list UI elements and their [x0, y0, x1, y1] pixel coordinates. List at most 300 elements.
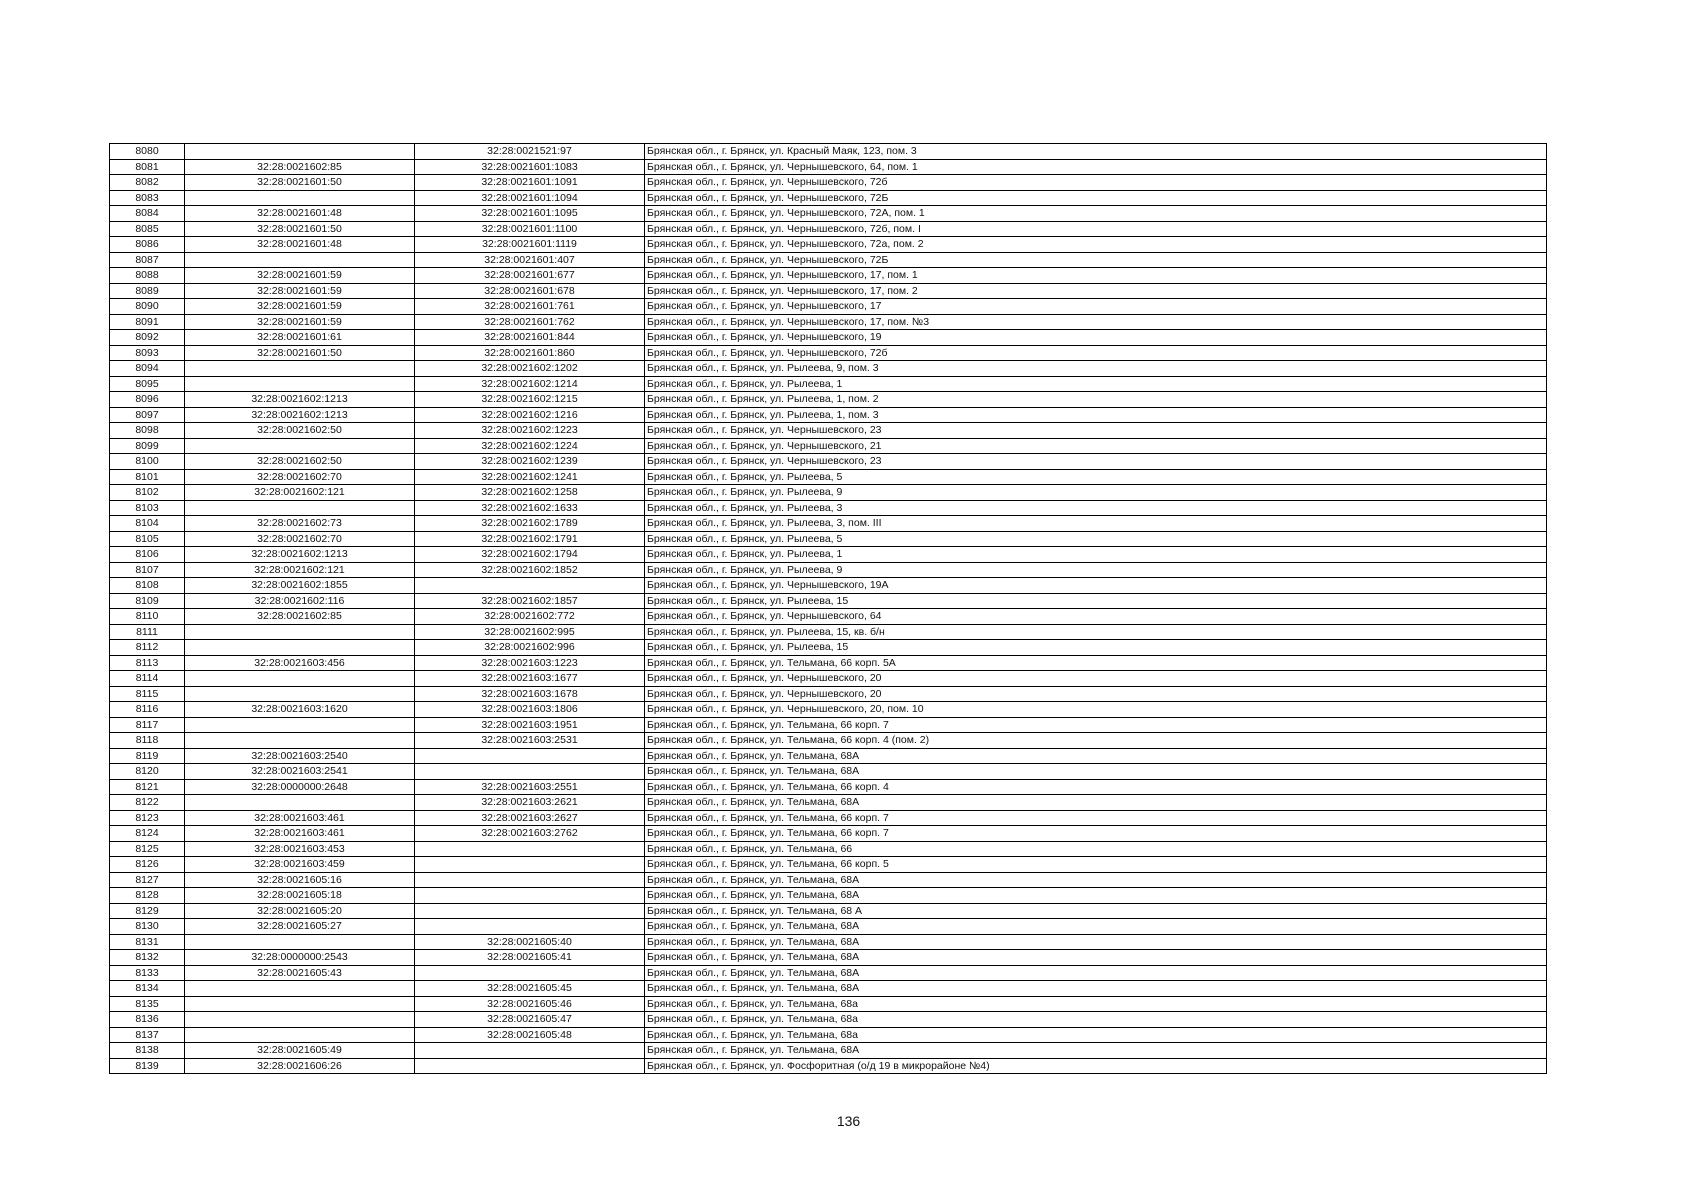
parent-cadastral-number-cell [185, 361, 415, 377]
table-row [110, 531, 1547, 547]
parent-cadastral-number-cell [185, 252, 415, 268]
row-number-cell: 8087 [110, 252, 185, 268]
address-cell: Брянская обл., г. Брянск, ул. Чернышевского, 72Б [645, 190, 1547, 206]
row-number-cell: 8119 [110, 748, 185, 764]
parent-cadastral-number-cell [185, 1027, 415, 1043]
table-row [110, 624, 1547, 640]
cadastral-number-cell: 32:28:0021602:1852 [415, 562, 645, 578]
table-row [110, 159, 1547, 175]
address-cell: Брянская обл., г. Брянск, ул. Чернышевского, 72Б [645, 252, 1547, 268]
row-number-cell: 8089 [110, 283, 185, 299]
parent-cadastral-number-cell: 32:28:0021603:456 [185, 655, 415, 671]
table-row [110, 733, 1547, 749]
address-cell: Брянская обл., г. Брянск, ул. Рылеева, 1, пом. 2 [645, 392, 1547, 408]
address-cell: Брянская обл., г. Брянск, ул. Тельмана, 66 корп. 4 [645, 779, 1547, 795]
table-row [110, 950, 1547, 966]
parent-cadastral-number-cell: 32:28:0021603:2540 [185, 748, 415, 764]
table-row [110, 469, 1547, 485]
address-cell: Брянская обл., г. Брянск, ул. Тельмана, 66 корп. 7 [645, 717, 1547, 733]
address-cell: Брянская обл., г. Брянск, ул. Тельмана, 68А [645, 764, 1547, 780]
parent-cadastral-number-cell: 32:28:0021603:461 [185, 826, 415, 842]
table-row [110, 748, 1547, 764]
address-cell: Брянская обл., г. Брянск, ул. Чернышевского, 20 [645, 686, 1547, 702]
address-cell: Брянская обл., г. Брянск, ул. Чернышевского, 72А, пом. 1 [645, 206, 1547, 222]
cadastral-number-cell: 32:28:0021605:41 [415, 950, 645, 966]
row-number-cell: 8134 [110, 981, 185, 997]
address-cell: Брянская обл., г. Брянск, ул. Чернышевского, 64, пом. 1 [645, 159, 1547, 175]
table-row [110, 919, 1547, 935]
address-cell: Брянская обл., г. Брянск, ул. Рылеева, 15 [645, 640, 1547, 656]
address-cell: Брянская обл., г. Брянск, ул. Чернышевского, 17, пом. 1 [645, 268, 1547, 284]
cadastral-number-cell [415, 903, 645, 919]
table-row [110, 764, 1547, 780]
row-number-cell: 8122 [110, 795, 185, 811]
address-cell: Брянская обл., г. Брянск, ул. Тельмана, 68а [645, 996, 1547, 1012]
row-number-cell: 8088 [110, 268, 185, 284]
address-cell: Брянская обл., г. Брянск, ул. Рылеева, 5 [645, 469, 1547, 485]
row-number-cell: 8096 [110, 392, 185, 408]
row-number-cell: 8099 [110, 438, 185, 454]
cadastral-number-cell: 32:28:0021521:97 [415, 144, 645, 160]
table-row [110, 640, 1547, 656]
row-number-cell: 8094 [110, 361, 185, 377]
parent-cadastral-number-cell: 32:28:0021601:50 [185, 221, 415, 237]
row-number-cell: 8129 [110, 903, 185, 919]
cadastral-number-cell: 32:28:0021603:2531 [415, 733, 645, 749]
parent-cadastral-number-cell: 32:28:0021605:43 [185, 965, 415, 981]
address-cell: Брянская обл., г. Брянск, ул. Рылеева, 1, пом. 3 [645, 407, 1547, 423]
cadastral-number-cell: 32:28:0021603:1951 [415, 717, 645, 733]
row-number-cell: 8081 [110, 159, 185, 175]
table-row [110, 206, 1547, 222]
row-number-cell: 8117 [110, 717, 185, 733]
table-row [110, 376, 1547, 392]
address-cell: Брянская обл., г. Брянск, ул. Тельмана, 66 корп. 4 (пом. 2) [645, 733, 1547, 749]
parent-cadastral-number-cell: 32:28:0021601:59 [185, 314, 415, 330]
row-number-cell: 8111 [110, 624, 185, 640]
cadastral-number-cell: 32:28:0021601:678 [415, 283, 645, 299]
address-cell: Брянская обл., г. Брянск, ул. Чернышевского, 17 [645, 299, 1547, 315]
row-number-cell: 8104 [110, 516, 185, 532]
parent-cadastral-number-cell: 32:28:0021602:1213 [185, 547, 415, 563]
cadastral-number-cell: 32:28:0021601:1083 [415, 159, 645, 175]
row-number-cell: 8083 [110, 190, 185, 206]
cadastral-number-cell: 32:28:0021603:2621 [415, 795, 645, 811]
parent-cadastral-number-cell: 32:28:0021605:27 [185, 919, 415, 935]
cadastral-number-cell: 32:28:0021603:1806 [415, 702, 645, 718]
cadastral-number-cell: 32:28:0021602:1241 [415, 469, 645, 485]
cadastral-number-cell: 32:28:0021601:677 [415, 268, 645, 284]
cadastral-number-cell: 32:28:0021602:995 [415, 624, 645, 640]
row-number-cell: 8101 [110, 469, 185, 485]
address-cell: Брянская обл., г. Брянск, ул. Фосфоритная (о/д 19 в микрорайоне №4) [645, 1058, 1547, 1074]
row-number-cell: 8127 [110, 872, 185, 888]
parent-cadastral-number-cell [185, 996, 415, 1012]
parent-cadastral-number-cell: 32:28:0021601:59 [185, 283, 415, 299]
table-row [110, 345, 1547, 361]
address-cell: Брянская обл., г. Брянск, ул. Тельмана, 68А [645, 1043, 1547, 1059]
address-cell: Брянская обл., г. Брянск, ул. Тельмана, 68 А [645, 903, 1547, 919]
cadastral-number-cell: 32:28:0021601:761 [415, 299, 645, 315]
address-cell: Брянская обл., г. Брянск, ул. Чернышевского, 17, пом. 2 [645, 283, 1547, 299]
address-cell: Брянская обл., г. Брянск, ул. Тельмана, 66 корп. 7 [645, 826, 1547, 842]
table-row [110, 299, 1547, 315]
parent-cadastral-number-cell: 32:28:0021601:59 [185, 268, 415, 284]
address-cell: Брянская обл., г. Брянск, ул. Тельмана, 68А [645, 934, 1547, 950]
table-row [110, 252, 1547, 268]
parent-cadastral-number-cell: 32:28:0021603:1620 [185, 702, 415, 718]
parent-cadastral-number-cell [185, 733, 415, 749]
cadastral-number-cell: 32:28:0021601:1094 [415, 190, 645, 206]
cadastral-number-cell: 32:28:0021602:1214 [415, 376, 645, 392]
cadastral-number-cell: 32:28:0021602:1202 [415, 361, 645, 377]
parent-cadastral-number-cell: 32:28:0021602:70 [185, 469, 415, 485]
cadastral-number-cell [415, 919, 645, 935]
parent-cadastral-number-cell [185, 934, 415, 950]
cadastral-number-cell [415, 1043, 645, 1059]
address-cell: Брянская обл., г. Брянск, ул. Рылеева, 1 [645, 376, 1547, 392]
address-cell: Брянская обл., г. Брянск, ул. Тельмана, 68А [645, 888, 1547, 904]
cadastral-number-cell: 32:28:0021601:407 [415, 252, 645, 268]
parent-cadastral-number-cell: 32:28:0000000:2543 [185, 950, 415, 966]
row-number-cell: 8137 [110, 1027, 185, 1043]
address-cell: Брянская обл., г. Брянск, ул. Рылеева, 9, пом. 3 [645, 361, 1547, 377]
row-number-cell: 8102 [110, 485, 185, 501]
table-row [110, 981, 1547, 997]
address-cell: Брянская обл., г. Брянск, ул. Тельмана, 68а [645, 1027, 1547, 1043]
address-cell: Брянская обл., г. Брянск, ул. Чернышевского, 19 [645, 330, 1547, 346]
parent-cadastral-number-cell [185, 795, 415, 811]
cadastral-number-cell: 32:28:0021603:2762 [415, 826, 645, 842]
cadastral-number-cell: 32:28:0021603:1677 [415, 671, 645, 687]
table-row [110, 361, 1547, 377]
row-number-cell: 8133 [110, 965, 185, 981]
address-cell: Брянская обл., г. Брянск, ул. Тельмана, 66 корп. 7 [645, 810, 1547, 826]
cadastral-number-cell: 32:28:0021602:1794 [415, 547, 645, 563]
row-number-cell: 8105 [110, 531, 185, 547]
cadastral-number-cell: 32:28:0021602:1633 [415, 500, 645, 516]
cadastral-number-cell: 32:28:0021602:1239 [415, 454, 645, 470]
row-number-cell: 8109 [110, 593, 185, 609]
cadastral-number-cell: 32:28:0021602:1857 [415, 593, 645, 609]
property-register-table [109, 143, 1547, 1074]
cadastral-number-cell [415, 965, 645, 981]
table-row [110, 655, 1547, 671]
table-row [110, 609, 1547, 625]
parent-cadastral-number-cell: 32:28:0021601:48 [185, 206, 415, 222]
parent-cadastral-number-cell: 32:28:0021602:116 [185, 593, 415, 609]
parent-cadastral-number-cell [185, 438, 415, 454]
parent-cadastral-number-cell: 32:28:0021602:70 [185, 531, 415, 547]
table-row [110, 810, 1547, 826]
address-cell: Брянская обл., г. Брянск, ул. Тельмана, 68А [645, 748, 1547, 764]
cadastral-number-cell: 32:28:0021603:2627 [415, 810, 645, 826]
cadastral-number-cell [415, 764, 645, 780]
cadastral-number-cell: 32:28:0021601:1091 [415, 175, 645, 191]
parent-cadastral-number-cell: 32:28:0021601:50 [185, 345, 415, 361]
table-row [110, 841, 1547, 857]
row-number-cell: 8084 [110, 206, 185, 222]
cadastral-number-cell: 32:28:0021602:772 [415, 609, 645, 625]
address-cell: Брянская обл., г. Брянск, ул. Чернышевского, 72б [645, 345, 1547, 361]
cadastral-number-cell: 32:28:0021605:48 [415, 1027, 645, 1043]
address-cell: Брянская обл., г. Брянск, ул. Чернышевского, 72б, пом. I [645, 221, 1547, 237]
row-number-cell: 8106 [110, 547, 185, 563]
table-row [110, 593, 1547, 609]
cadastral-number-cell: 32:28:0021605:40 [415, 934, 645, 950]
row-number-cell: 8097 [110, 407, 185, 423]
parent-cadastral-number-cell: 32:28:0021602:121 [185, 485, 415, 501]
cadastral-number-cell: 32:28:0021601:860 [415, 345, 645, 361]
address-cell: Брянская обл., г. Брянск, ул. Рылеева, 15, кв. б/н [645, 624, 1547, 640]
parent-cadastral-number-cell: 32:28:0021601:61 [185, 330, 415, 346]
table-row [110, 702, 1547, 718]
cadastral-number-cell: 32:28:0021605:46 [415, 996, 645, 1012]
table-row [110, 795, 1547, 811]
cadastral-number-cell: 32:28:0021601:844 [415, 330, 645, 346]
table-row [110, 1012, 1547, 1028]
table-row [110, 1027, 1547, 1043]
table-row [110, 934, 1547, 950]
cadastral-number-cell: 32:28:0021601:1095 [415, 206, 645, 222]
row-number-cell: 8098 [110, 423, 185, 439]
cadastral-number-cell [415, 857, 645, 873]
address-cell: Брянская обл., г. Брянск, ул. Рылеева, 5 [645, 531, 1547, 547]
row-number-cell: 8130 [110, 919, 185, 935]
address-cell: Брянская обл., г. Брянск, ул. Чернышевского, 20, пом. 10 [645, 702, 1547, 718]
address-cell: Брянская обл., г. Брянск, ул. Чернышевского, 17, пом. №3 [645, 314, 1547, 330]
cadastral-number-cell: 32:28:0021603:1678 [415, 686, 645, 702]
table-row [110, 779, 1547, 795]
table-row [110, 516, 1547, 532]
row-number-cell: 8103 [110, 500, 185, 516]
row-number-cell: 8091 [110, 314, 185, 330]
row-number-cell: 8121 [110, 779, 185, 795]
row-number-cell: 8118 [110, 733, 185, 749]
parent-cadastral-number-cell: 32:28:0021603:459 [185, 857, 415, 873]
cadastral-number-cell: 32:28:0021601:1119 [415, 237, 645, 253]
row-number-cell: 8082 [110, 175, 185, 191]
table-row [110, 392, 1547, 408]
cadastral-number-cell: 32:28:0021601:762 [415, 314, 645, 330]
table-row [110, 237, 1547, 253]
row-number-cell: 8124 [110, 826, 185, 842]
table-row [110, 578, 1547, 594]
table-row [110, 686, 1547, 702]
row-number-cell: 8110 [110, 609, 185, 625]
row-number-cell: 8080 [110, 144, 185, 160]
parent-cadastral-number-cell [185, 671, 415, 687]
address-cell: Брянская обл., г. Брянск, ул. Тельмана, 68а [645, 1012, 1547, 1028]
table-row [110, 423, 1547, 439]
row-number-cell: 8138 [110, 1043, 185, 1059]
row-number-cell: 8131 [110, 934, 185, 950]
row-number-cell: 8123 [110, 810, 185, 826]
table-row [110, 903, 1547, 919]
cadastral-number-cell [415, 841, 645, 857]
parent-cadastral-number-cell: 32:28:0021601:59 [185, 299, 415, 315]
address-cell: Брянская обл., г. Брянск, ул. Рылеева, 1 [645, 547, 1547, 563]
cadastral-number-cell [415, 872, 645, 888]
table-row [110, 826, 1547, 842]
table-row [110, 1043, 1547, 1059]
address-cell: Брянская обл., г. Брянск, ул. Чернышевского, 23 [645, 423, 1547, 439]
parent-cadastral-number-cell: 32:28:0021606:26 [185, 1058, 415, 1074]
parent-cadastral-number-cell: 32:28:0021601:50 [185, 175, 415, 191]
table-row [110, 671, 1547, 687]
parent-cadastral-number-cell: 32:28:0021602:85 [185, 159, 415, 175]
parent-cadastral-number-cell: 32:28:0021605:18 [185, 888, 415, 904]
table-row [110, 500, 1547, 516]
cadastral-number-cell [415, 1058, 645, 1074]
parent-cadastral-number-cell: 32:28:0021605:16 [185, 872, 415, 888]
parent-cadastral-number-cell: 32:28:0021603:2541 [185, 764, 415, 780]
table-row [110, 888, 1547, 904]
table-row [110, 438, 1547, 454]
address-cell: Брянская обл., г. Брянск, ул. Тельмана, 68А [645, 795, 1547, 811]
row-number-cell: 8125 [110, 841, 185, 857]
cadastral-number-cell: 32:28:0021605:45 [415, 981, 645, 997]
address-cell: Брянская обл., г. Брянск, ул. Чернышевского, 64 [645, 609, 1547, 625]
table-row [110, 330, 1547, 346]
parent-cadastral-number-cell: 32:28:0021603:461 [185, 810, 415, 826]
register-body [110, 144, 1547, 1074]
parent-cadastral-number-cell: 32:28:0021602:85 [185, 609, 415, 625]
table-row [110, 454, 1547, 470]
cadastral-number-cell: 32:28:0021602:1224 [415, 438, 645, 454]
table-row [110, 857, 1547, 873]
row-number-cell: 8090 [110, 299, 185, 315]
parent-cadastral-number-cell [185, 624, 415, 640]
cadastral-number-cell: 32:28:0021603:2551 [415, 779, 645, 795]
table-row [110, 221, 1547, 237]
table-row [110, 283, 1547, 299]
parent-cadastral-number-cell: 32:28:0021602:50 [185, 423, 415, 439]
cadastral-number-cell [415, 888, 645, 904]
row-number-cell: 8126 [110, 857, 185, 873]
address-cell: Брянская обл., г. Брянск, ул. Чернышевского, 19А [645, 578, 1547, 594]
parent-cadastral-number-cell: 32:28:0021603:453 [185, 841, 415, 857]
row-number-cell: 8095 [110, 376, 185, 392]
address-cell: Брянская обл., г. Брянск, ул. Тельмана, 68А [645, 950, 1547, 966]
parent-cadastral-number-cell: 32:28:0021602:1213 [185, 392, 415, 408]
row-number-cell: 8112 [110, 640, 185, 656]
address-cell: Брянская обл., г. Брянск, ул. Тельмана, 68А [645, 872, 1547, 888]
address-cell: Брянская обл., г. Брянск, ул. Рылеева, 9 [645, 485, 1547, 501]
parent-cadastral-number-cell: 32:28:0021605:49 [185, 1043, 415, 1059]
parent-cadastral-number-cell [185, 190, 415, 206]
parent-cadastral-number-cell: 32:28:0021601:48 [185, 237, 415, 253]
address-cell: Брянская обл., г. Брянск, ул. Чернышевского, 72а, пом. 2 [645, 237, 1547, 253]
table-row [110, 407, 1547, 423]
parent-cadastral-number-cell [185, 640, 415, 656]
row-number-cell: 8120 [110, 764, 185, 780]
address-cell: Брянская обл., г. Брянск, ул. Чернышевского, 20 [645, 671, 1547, 687]
parent-cadastral-number-cell: 32:28:0021602:1855 [185, 578, 415, 594]
parent-cadastral-number-cell [185, 144, 415, 160]
parent-cadastral-number-cell [185, 376, 415, 392]
address-cell: Брянская обл., г. Брянск, ул. Рылеева, 3 [645, 500, 1547, 516]
row-number-cell: 8093 [110, 345, 185, 361]
cadastral-number-cell: 32:28:0021602:1258 [415, 485, 645, 501]
table-row [110, 314, 1547, 330]
row-number-cell: 8107 [110, 562, 185, 578]
table-row [110, 268, 1547, 284]
cadastral-number-cell: 32:28:0021602:1215 [415, 392, 645, 408]
table-row [110, 965, 1547, 981]
address-cell: Брянская обл., г. Брянск, ул. Тельмана, 68А [645, 981, 1547, 997]
address-cell: Брянская обл., г. Брянск, ул. Тельмана, 66 корп. 5 [645, 857, 1547, 873]
address-cell: Брянская обл., г. Брянск, ул. Красный Маяк, 123, пом. 3 [645, 144, 1547, 160]
parent-cadastral-number-cell [185, 981, 415, 997]
row-number-cell: 8092 [110, 330, 185, 346]
address-cell: Брянская обл., г. Брянск, ул. Тельмана, 66 [645, 841, 1547, 857]
address-cell: Брянская обл., г. Брянск, ул. Тельмана, 66 корп. 5А [645, 655, 1547, 671]
cadastral-number-cell: 32:28:0021602:1223 [415, 423, 645, 439]
address-cell: Брянская обл., г. Брянск, ул. Чернышевского, 23 [645, 454, 1547, 470]
parent-cadastral-number-cell [185, 717, 415, 733]
cadastral-number-cell: 32:28:0021603:1223 [415, 655, 645, 671]
parent-cadastral-number-cell [185, 1012, 415, 1028]
cadastral-number-cell [415, 578, 645, 594]
row-number-cell: 8132 [110, 950, 185, 966]
parent-cadastral-number-cell: 32:28:0021605:20 [185, 903, 415, 919]
row-number-cell: 8128 [110, 888, 185, 904]
row-number-cell: 8114 [110, 671, 185, 687]
row-number-cell: 8115 [110, 686, 185, 702]
cadastral-number-cell: 32:28:0021602:1216 [415, 407, 645, 423]
row-number-cell: 8136 [110, 1012, 185, 1028]
address-cell: Брянская обл., г. Брянск, ул. Рылеева, 15 [645, 593, 1547, 609]
row-number-cell: 8135 [110, 996, 185, 1012]
address-cell: Брянская обл., г. Брянск, ул. Рылеева, 3, пом. III [645, 516, 1547, 532]
cadastral-number-cell: 32:28:0021602:996 [415, 640, 645, 656]
row-number-cell: 8085 [110, 221, 185, 237]
row-number-cell: 8100 [110, 454, 185, 470]
address-cell: Брянская обл., г. Брянск, ул. Тельмана, 68А [645, 919, 1547, 935]
address-cell: Брянская обл., г. Брянск, ул. Чернышевского, 21 [645, 438, 1547, 454]
row-number-cell: 8139 [110, 1058, 185, 1074]
address-cell: Брянская обл., г. Брянск, ул. Тельмана, 68А [645, 965, 1547, 981]
parent-cadastral-number-cell [185, 686, 415, 702]
table-row [110, 190, 1547, 206]
row-number-cell: 8116 [110, 702, 185, 718]
table-row [110, 996, 1547, 1012]
parent-cadastral-number-cell: 32:28:0021602:1213 [185, 407, 415, 423]
table-row [110, 175, 1547, 191]
cadastral-number-cell: 32:28:0021602:1789 [415, 516, 645, 532]
cadastral-number-cell [415, 748, 645, 764]
table-row [110, 717, 1547, 733]
address-cell: Брянская обл., г. Брянск, ул. Рылеева, 9 [645, 562, 1547, 578]
table-row [110, 144, 1547, 160]
cadastral-number-cell: 32:28:0021601:1100 [415, 221, 645, 237]
table-row [110, 562, 1547, 578]
parent-cadastral-number-cell: 32:28:0021602:121 [185, 562, 415, 578]
table-row [110, 485, 1547, 501]
table-row [110, 872, 1547, 888]
row-number-cell: 8108 [110, 578, 185, 594]
parent-cadastral-number-cell: 32:28:0021602:73 [185, 516, 415, 532]
cadastral-number-cell: 32:28:0021605:47 [415, 1012, 645, 1028]
parent-cadastral-number-cell [185, 500, 415, 516]
page-number: 136 [836, 1113, 861, 1129]
table-row [110, 547, 1547, 563]
parent-cadastral-number-cell: 32:28:0000000:2648 [185, 779, 415, 795]
address-cell: Брянская обл., г. Брянск, ул. Чернышевского, 72б [645, 175, 1547, 191]
parent-cadastral-number-cell: 32:28:0021602:50 [185, 454, 415, 470]
row-number-cell: 8113 [110, 655, 185, 671]
